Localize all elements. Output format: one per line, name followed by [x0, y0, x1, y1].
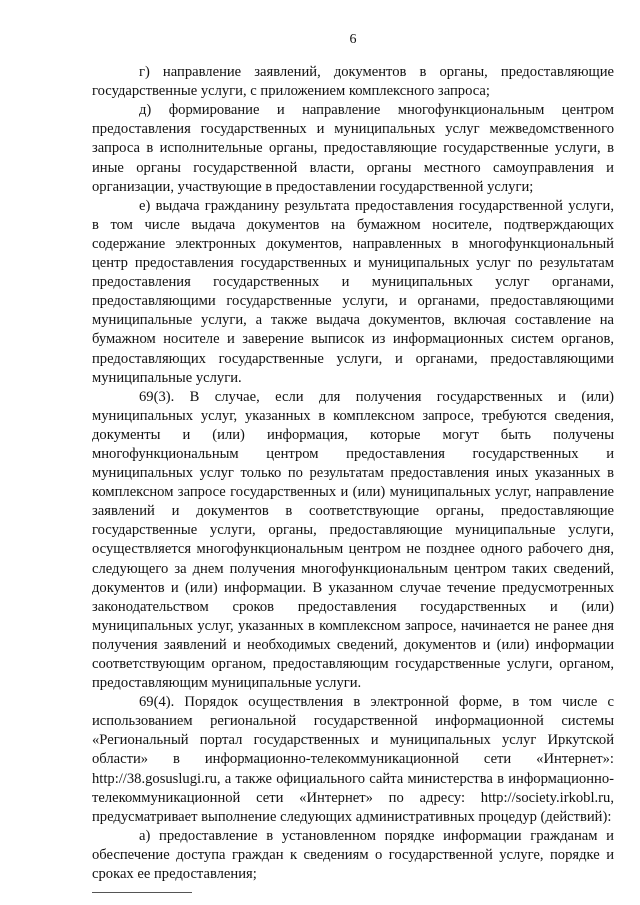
paragraph-69-4: 69(4). Порядок осуществления в электронной форме, в том числе с использованием региональной государственной информационной системы «Региональный портал государственных и муниципальных услуг Иркутской области» в информационно-телекоммуникационной сети «Интернет»: http://38.gosuslugi.ru, а также официального сайта министерства в информационно-телекоммуникационной сети «Интернет» по адресу: http://society.irkobl.ru, предусматривает выполнение следующих административных процедур (действий): [92, 694, 614, 825]
paragraph-a: а) предоставление в установленном порядке информации гражданам и обеспечение доступа граждан к сведениям о государственной услуге, порядке и сроках ее предоставления; [92, 827, 614, 883]
paragraph-69-3: 69(3). В случае, если для получения государственных и (или) муниципальных услуг, указанных в комплексном запросе, требуются сведения, документы и (или) информация, которые могут быть получены многофункциональным центром предоставления государственных и муниципальных услуг только по результатам предоставления иных указанных в комплексном запросе государственных и (или) муниципальных услуг, направление заявлений и документов в соответствующие органы, предоставляющие государственные услуги, органы, предоставляющие муниципальные услуги, осуществляется многофункциональным центром не позднее одного рабочего дня, следующего за днем получения многофункциональным центром таких сведений, документов и (или) информации. В указанном случае течение предусмотренных законодательством сроков предоставления государственных и (или) муниципальных услуг, указанных в комплексном запросе, начинается не ранее дня получения заявлений и необходимых сведений, документов и (или) информации соответствующим органом, предоставляющим государственные услуги, органом, предоставляющим муниципальные услуги. [92, 388, 614, 692]
paragraph-e: е) выдача гражданину результата предоставления государственной услуги, в том числе выдача документов на бумажном носителе, подтверждающих содержание электронных документов, направленных в многофункциональный центр предоставления государственных и муниципальных услуг по результатам предоставления государственных и муниципальных услуг органами, предоставляющими государственные услуги, и органами, предоставляющими муниципальные услуги, а также выдача документов, включая составление на бумажном носителе и заверение выписок из информационных систем органов, предоставляющих государственные услуги, и органами, предоставляющими муниципальные услуги. [92, 197, 614, 386]
paragraph-d: д) формирование и направление многофункциональным центром предоставления государственных и муниципальных услуг межведомственного запроса в исполнительные органы, предоставляющие государственные услуги, в иные органы государственной власти, органы местного самоуправления и организации, участвующие в предоставлении государственной услуги; [92, 102, 614, 195]
footnote-divider [92, 892, 192, 893]
page-number: 6 [349, 32, 357, 47]
document-page [92, 0, 614, 884]
paragraph-g: г) направление заявлений, документов в органы, предоставляющие государственные услуги, с приложением комплексного запроса; [92, 64, 614, 100]
